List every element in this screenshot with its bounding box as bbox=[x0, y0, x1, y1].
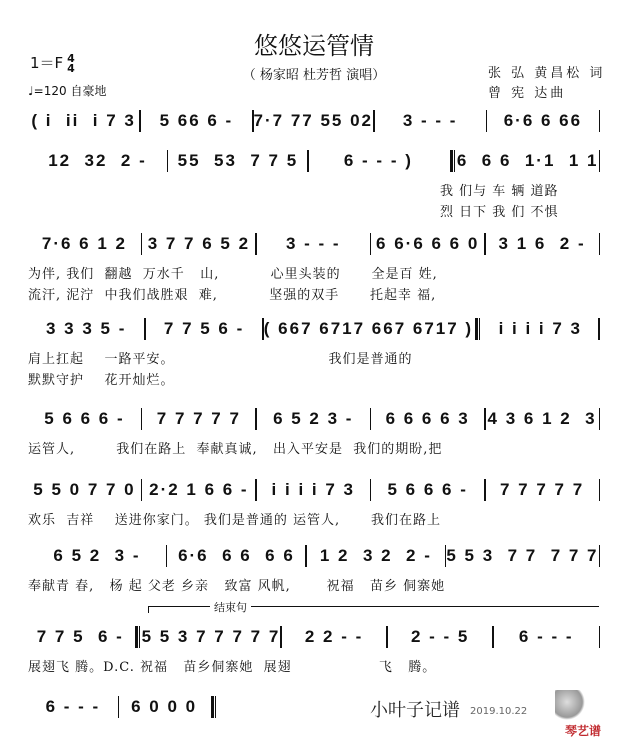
measure: 6·6 6 6 6 6 bbox=[178, 546, 295, 565]
measure: 6 - - - ) bbox=[343, 151, 413, 170]
measure: 2 - - 5 bbox=[410, 627, 470, 646]
measure: 12 32 2 - bbox=[48, 151, 147, 170]
measure: 2 2 - - bbox=[304, 627, 364, 646]
measure: 6 0 0 0 bbox=[131, 697, 198, 716]
measure: ( i ii i 7 3 bbox=[31, 111, 136, 130]
measure: 5 66 6 - bbox=[159, 111, 234, 130]
tempo-text: =120 自豪地 bbox=[33, 84, 107, 98]
measure: 5 5 3 7 7 7 7 7 bbox=[141, 627, 281, 646]
measure: i i i i 7 3 bbox=[271, 480, 355, 499]
measure: 7 7 7 7 7 bbox=[499, 480, 585, 499]
bar-line bbox=[475, 318, 480, 340]
bar-line bbox=[598, 318, 600, 340]
measure: 2·2 1 6 6 - bbox=[149, 480, 249, 499]
staff-row bbox=[28, 545, 600, 567]
measure: 1 2 3 2 2 - bbox=[319, 546, 432, 565]
measure: 6 6 6 1·1 1 1 bbox=[456, 151, 599, 170]
tempo bbox=[28, 82, 106, 99]
leaf-icon bbox=[555, 690, 585, 720]
measure: 3 7 7 6 5 2 bbox=[147, 234, 251, 253]
lyric-line: 为伴, 我们 翻越 万水千 山, 心里头装的 全是百 姓, bbox=[28, 267, 438, 282]
staff-row bbox=[28, 233, 600, 255]
measure: 7 7 5 6 - bbox=[36, 627, 124, 646]
lyricist: 张 弘 黄昌松 词 bbox=[488, 66, 606, 81]
quarter-note-icon: ♩ bbox=[28, 84, 34, 98]
lyric-line: 我 们与 车 辆 道路 bbox=[440, 184, 559, 199]
bar-line bbox=[450, 150, 455, 172]
lyric-line: 欢乐 吉祥 送进你家门。 我们是普通的 运管人, 我们在路上 bbox=[28, 513, 441, 528]
site-logo: 琴艺谱 bbox=[565, 724, 602, 738]
measure: 4 3 6 1 2 3 bbox=[487, 409, 597, 428]
measure: 3 3 3 5 - bbox=[46, 319, 127, 338]
measure: 3 - - - bbox=[285, 234, 341, 253]
measure: ( 667 6717 667 6717 ) bbox=[263, 319, 474, 338]
staff-row bbox=[28, 150, 600, 172]
staff-row bbox=[28, 696, 218, 718]
measure: 5 6 6 6 - bbox=[387, 480, 468, 499]
measure: 6 5 2 3 - bbox=[53, 546, 141, 565]
measure: 6 6·6 6 6 0 bbox=[376, 234, 480, 253]
bar-line bbox=[211, 696, 216, 718]
singers: （ 杨家昭 杜芳哲 演唱） bbox=[242, 68, 386, 83]
measure: 6 5 2 3 - bbox=[273, 409, 354, 428]
watermark-date: 2019.10.22 bbox=[470, 706, 528, 717]
staff-row bbox=[28, 479, 600, 501]
measure: 6 6 6 6 3 bbox=[385, 409, 470, 428]
bar-line bbox=[599, 626, 601, 648]
lyric-line: 流汗, 泥泞 中我们战胜艰 难, 坚强的双手 托起幸 福, bbox=[28, 288, 437, 303]
staff-row bbox=[28, 318, 600, 340]
watermark: 小叶子记谱 bbox=[370, 700, 460, 721]
measure: 7·6 6 1 2 bbox=[41, 234, 127, 253]
measure: i i i i 7 3 bbox=[498, 319, 582, 338]
bar-line bbox=[135, 626, 140, 648]
staff-row bbox=[28, 626, 600, 648]
composer: 曾 宪 达曲 bbox=[488, 86, 567, 101]
measure: 3 - - - bbox=[402, 111, 458, 130]
measure: 5 5 3 7 7 7 7 7 bbox=[446, 546, 599, 565]
measure: 7 7 7 7 7 bbox=[156, 409, 241, 428]
lyric-line: 肩上扛起 一路平安。 我们是普通的 bbox=[28, 352, 413, 367]
time-top: 4 bbox=[67, 51, 75, 65]
bar-line bbox=[599, 233, 601, 255]
measure: 5 6 6 6 - bbox=[44, 409, 125, 428]
staff-row bbox=[28, 408, 600, 430]
measure: 55 53 7 7 5 bbox=[177, 151, 299, 170]
bar-line bbox=[599, 408, 601, 430]
measure: 6 - - - bbox=[45, 697, 101, 716]
lyric-line: 烈 日下 我 们 不惧 bbox=[440, 205, 559, 220]
measure: 6·6 6 66 bbox=[503, 111, 583, 130]
measure: 7 7 5 6 - bbox=[163, 319, 245, 338]
lyric-line: 展翅飞 腾。D.C. 祝福 苗乡侗寨她 展翅 飞 腾。 bbox=[28, 660, 437, 675]
measure: 7·7 77 55 02 bbox=[253, 111, 373, 130]
staff-row bbox=[28, 110, 600, 132]
lyric-line: 奉献青 春, 杨 起 父老 乡亲 致富 风帆, 祝福 苗乡 侗寨她 bbox=[28, 579, 446, 594]
key: 1＝F bbox=[30, 54, 64, 72]
measure: 3 1 6 2 - bbox=[498, 234, 586, 253]
song-title: 悠悠运管情 bbox=[254, 32, 374, 60]
bar-line bbox=[599, 479, 601, 501]
lyric-line: 默默守护 花开灿烂。 bbox=[28, 373, 175, 388]
bar-line bbox=[599, 110, 601, 132]
time-bottom: 4 bbox=[67, 61, 75, 75]
bar-line bbox=[599, 545, 601, 567]
bar-line bbox=[599, 150, 601, 172]
measure: 6 - - - bbox=[518, 627, 574, 646]
ending-label: 结束句 bbox=[210, 599, 251, 615]
measure: 5 5 0 7 7 0 bbox=[33, 480, 136, 499]
lyric-line: 运管人, 我们在路上 奉献真诚, 出入平安是 我们的期盼,把 bbox=[28, 442, 443, 457]
